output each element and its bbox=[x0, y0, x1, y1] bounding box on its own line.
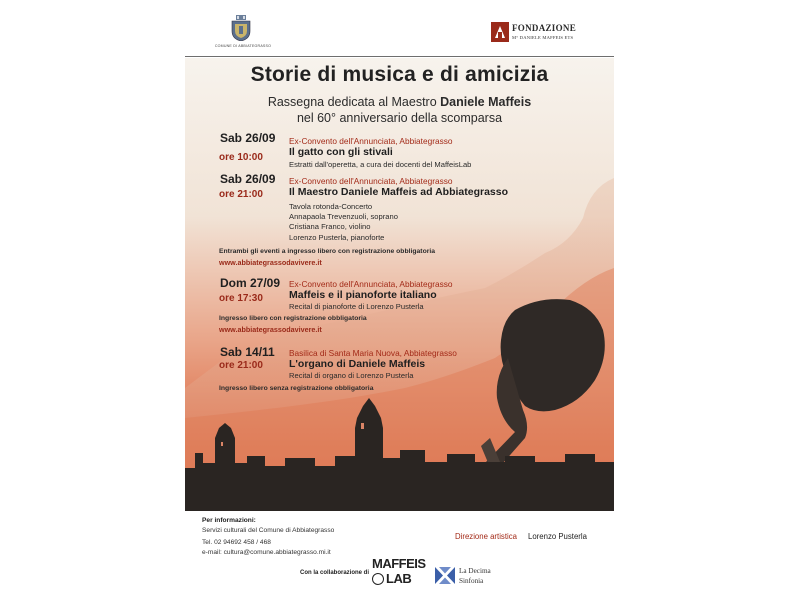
maffeislab-logo-top: MAFFEIS bbox=[372, 556, 426, 571]
event-venue: Ex-Convento dell'Annunciata, Abbiategrasso bbox=[289, 176, 453, 186]
registration-link[interactable]: www.abbiategrassodavivere.it bbox=[219, 325, 322, 334]
event-description: Estratti dall'operetta, a cura dei docenti del MaffeisLab bbox=[289, 160, 472, 169]
artistic-direction-label: Direzione artistica bbox=[455, 532, 517, 541]
event-date: Sab 26/09 bbox=[220, 172, 276, 186]
fondazione-name: FONDAZIONE bbox=[512, 23, 577, 33]
maffeislab-logo bbox=[372, 556, 426, 595]
event-venue: Ex-Convento dell'Annunciata, Abbiategrasso bbox=[289, 279, 453, 289]
info-line: Tel. 02 94692 458 / 468 bbox=[202, 539, 271, 546]
event-venue: Basilica di Santa Maria Nuova, Abbiategrasso bbox=[289, 348, 457, 358]
event-poster bbox=[185, 0, 614, 600]
registration-note: Ingresso libero con registrazione obbligatoria bbox=[219, 315, 367, 322]
subtitle-line-2: nel 60° anniversario della scomparsa bbox=[296, 111, 503, 125]
event-title: Il Maestro Daniele Maffeis ad Abbiategrasso bbox=[289, 186, 509, 198]
event-date: Sab 26/09 bbox=[220, 131, 276, 145]
event-title: Il gatto con gli stivali bbox=[289, 146, 393, 158]
info-email[interactable]: e-mail: cultura@comune.abbiategrasso.mi.it bbox=[202, 549, 331, 556]
poster-header bbox=[185, 0, 614, 57]
collaboration-label: Con la collaborazione di bbox=[300, 570, 370, 576]
la-decima-sinfonia-logo-icon bbox=[435, 567, 455, 584]
event-date: Dom 27/09 bbox=[220, 276, 281, 290]
fondazione-logo-icon bbox=[491, 22, 509, 42]
decima-logo-line-1: La Decima bbox=[459, 567, 491, 575]
subtitle-prefix: Rassegna dedicata al Maestro bbox=[267, 95, 441, 109]
registration-note: Ingresso libero senza registrazione obbligatoria bbox=[219, 385, 374, 392]
event-date: Sab 14/11 bbox=[220, 345, 275, 359]
artistic-director-name: Lorenzo Pusterla bbox=[528, 532, 587, 541]
subtitle-honoree-name: Daniele Maffeis bbox=[440, 95, 532, 109]
event-time: ore 10:00 bbox=[219, 152, 263, 163]
info-heading: Per informazioni: bbox=[202, 517, 256, 524]
decima-logo-line-2: Sinfonia bbox=[459, 577, 484, 585]
event-description: Cristiana Franco, violino bbox=[289, 222, 371, 231]
event-time: ore 17:30 bbox=[219, 293, 263, 304]
event-description: Annapaola Trevenzuoli, soprano bbox=[289, 212, 398, 221]
event-title: Maffeis e il pianoforte italiano bbox=[289, 289, 437, 301]
poster-title: Storie di musica e di amicizia bbox=[250, 63, 549, 86]
crest-caption: COMUNE DI ABBIATEGRASSO bbox=[214, 44, 272, 48]
event-time: ore 21:00 bbox=[219, 189, 263, 200]
fondazione-subtitle: M° DANIELE MAFFEIS ETS bbox=[512, 35, 574, 40]
subtitle-line-1 bbox=[185, 95, 614, 109]
event-title: L'organo di Daniele Maffeis bbox=[289, 358, 426, 370]
event-description: Lorenzo Pusterla, pianoforte bbox=[289, 233, 385, 242]
event-description: Tavola rotonda-Concerto bbox=[289, 202, 373, 211]
maffeislab-logo-bottom: LAB bbox=[386, 571, 412, 586]
registration-note: Entrambi gli eventi a ingresso libero con registrazione obbligatoria bbox=[219, 248, 436, 255]
event-description: Recital di organo di Lorenzo Pusterla bbox=[289, 371, 414, 380]
info-line: Servizi culturali del Comune di Abbiategrasso bbox=[202, 527, 335, 534]
event-time: ore 21:00 bbox=[219, 360, 263, 371]
city-crest-icon bbox=[230, 15, 252, 41]
maffeislab-emblem-icon bbox=[372, 573, 384, 585]
registration-link[interactable]: www.abbiategrassodavivere.it bbox=[219, 258, 322, 267]
event-venue: Ex-Convento dell'Annunciata, Abbiategrasso bbox=[289, 136, 453, 146]
poster-footer bbox=[185, 511, 614, 600]
event-description: Recital di pianoforte di Lorenzo Pusterla bbox=[289, 302, 424, 311]
